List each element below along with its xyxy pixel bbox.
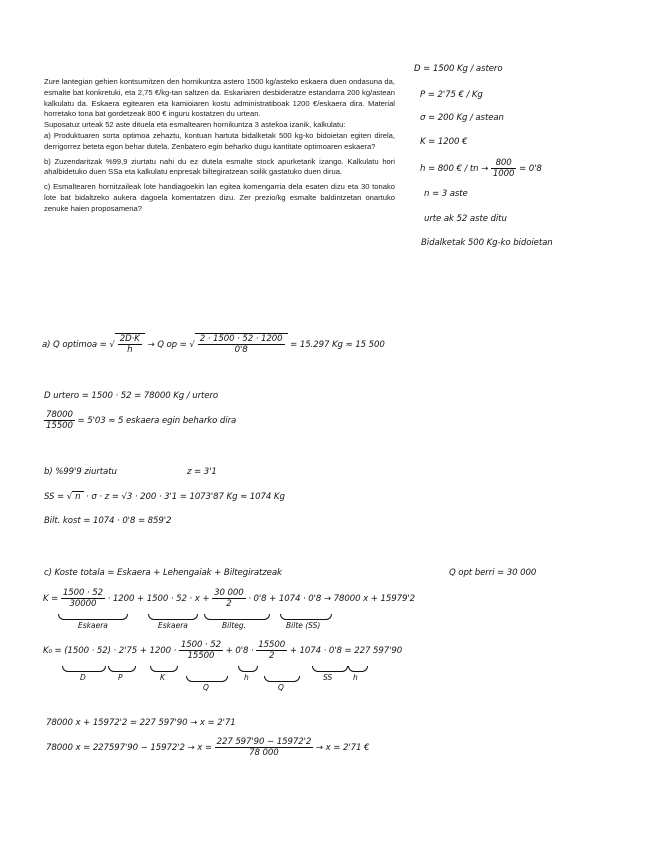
problem-intro: Zure lantegian gehien kontsumitzen den hornikuntza astero 1500 kg/asteko eskaera duen ondasuna da, esmalte bat konkretuki, eta 2,75 €/kg-tan saltzen da. Eskariaren desbideratze estandarra 200 kg/astean kalkulatu da. Eskaera egitearen eta kamioiaren kostu administratiboak 1200 €/eskaera dira. Material horretako tona bat gordetzeak 800 € inguru kostatzen du urtean. [44,77,395,119]
annual-demand: D urtero = 1500 · 52 = 78000 Kg / urtero [44,391,219,401]
ss-left: SS = [44,492,65,502]
k-part-1: · 1200 + [107,594,145,604]
eq2-num: 227 597'90 − 15972'2 [216,737,312,747]
k-label: K = [43,594,59,604]
eq2-den: 78 000 [249,748,279,758]
k-f1-den: 30000 [69,599,97,609]
note-price: P = 2'75 € / Kg [420,90,483,100]
note-sigma: σ = 200 Kg / astean [420,113,504,123]
k0-label: K₀ = [43,646,62,656]
brace-label-4: Bilte (SS) [286,621,321,630]
ss-sqrt-symbol: √ [66,492,73,502]
k-part-2: 1500 · 52 · x + [146,594,210,604]
brace-k0-8 [348,666,368,672]
solution-c-title: c) Koste totala = Eskaera + Lehengaiak + Biltegiratzeak [44,568,282,578]
orders-result: = 5'03 ≈ 5 eskaera egin beharko dira [77,416,237,426]
cost-equation-new [43,588,415,609]
k-fraction-1 [61,588,105,609]
note-holding-fraction [491,158,516,179]
qopt-result: = 15.297 Kg ≈ 15 500 [290,340,385,350]
sqrt-symbol-1: √ [109,340,115,350]
k-f2-den: 2 [226,599,232,609]
orders-num: 78000 [46,410,73,420]
brace-label-2: Eskaera [158,621,188,630]
eq2-fraction [215,737,314,758]
ss-sqrt-n: n [72,491,83,502]
qopt-f1-num: 2D·K [119,334,140,344]
brace-k0-label-3: K [160,673,165,682]
k-result: → 78000 x + 15979'2 [323,594,415,604]
k0-part-1: (1500 · 52) · 2'75 + 1200 · [64,646,177,656]
note-holding-num: 800 [491,158,516,169]
brace-k0-label-2: P [118,673,123,682]
k0-part-2: + 0'8 · [225,646,254,656]
eq2-left: 78000 x = 227597'90 − 15972'2 → x = [46,743,212,753]
qopt-arrow: → Q op = [147,340,187,350]
k-f2-num: 30 000 [214,588,244,598]
orders-den: 15500 [46,421,73,431]
brace-k0-label-1: D [80,673,86,682]
brace-label-1: Eskaera [78,621,108,630]
note-holding-right: = 0'8 [519,164,542,174]
qopt-f2-den: 0'8 [234,345,248,355]
k0-fraction-1 [179,640,223,661]
solution-b-header: b) %99'9 ziurtatu [44,467,117,477]
qopt-radical-1 [115,333,145,355]
brace-k0-label-5: h [244,673,249,682]
orders-count [44,410,236,431]
qopt-label: a) Q optimoa = [42,340,107,350]
brace-label-3: Bilteg. [222,621,247,630]
note-holding-den: 1000 [492,169,515,179]
brace-k0-label-4: Q [203,683,209,692]
note-lead-time: n = 3 aste [424,189,468,199]
qopt-fraction-1 [118,334,142,355]
k-part-3: · 0'8 + [248,594,277,604]
orders-fraction [44,410,75,431]
note-demand: D = 1500 Kg / astero [414,64,503,74]
brace-k0-4 [186,676,228,682]
ss-right: · σ · z = √3 · 200 · 3'1 = 1073'87 Kg ≈ 1074 Kg [86,492,285,502]
sqrt-symbol-2: √ [189,340,195,350]
brace-k0-7 [312,666,348,672]
question-c: c) Esmaltearen hornitzaileak lote handiagoekin lan egitea komengarria dela esaten dizu eta 30 tonako lote bat bidaltzeko aukera dagoela komentatzen dizu. Zer prezio/kg esmalte baldintzetan onartuko zenuke haien proposamena? [44,182,395,213]
cost-equation-current [43,640,402,661]
note-order-cost: K = 1200 € [420,137,468,147]
k0-part-3: + 1074 · 0'8 [289,646,342,656]
k0-f-num: 1500 · 52 [180,640,221,650]
brace-k0-label-8: h [353,673,358,682]
z-value: z = 3'1 [187,467,217,477]
brace-4 [280,614,332,620]
k-f1-num: 1500 · 52 [62,588,104,598]
note-drums: Bidalketak 500 Kg-ko bidoietan [421,238,553,248]
brace-3 [204,614,270,620]
brace-k0-label-6: Q [278,683,284,692]
problem-assumptions: Suposatuz urteak 52 aste dituela eta esmaltearen hornikuntza 3 astekoa izanik, kalkulatu: [44,120,346,130]
k-fraction-2 [212,588,245,609]
question-b: b) Zuzendaritzak %99,9 ziurtatu nahi du ez dutela esmalte stock apurketarik izango. Kalkulatu hori ahalbidetuko duen SSa eta kalkulatu enpresak biltegiratzean soilik gastatuko duen dirua. [44,156,395,177]
brace-2 [148,614,198,620]
brace-k0-2 [108,666,136,672]
qopt-f2-num: 2 · 1500 · 52 · 1200 [199,334,283,344]
brace-k0-1 [62,666,106,672]
brace-k0-6 [264,676,300,682]
note-holding-cost [420,158,542,179]
equation-solve-2 [46,737,369,758]
note-weeks: urte ak 52 aste ditu [424,214,507,224]
solution-a-formula [42,333,385,355]
equation-solve-1: 78000 x + 15972'2 = 227 597'90 → x = 2'71 [46,718,236,728]
brace-k0-5 [238,666,258,672]
qopt-radical-2 [195,333,288,355]
k0-f-den: 15500 [187,651,215,661]
k0-result: = 227 597'90 [344,646,403,656]
k0-f2-den: 2 [269,651,275,661]
question-a: a) Produktuaren sorta optimoa zehaztu, kontuan hartuta bidalketak 500 kg-ko bidoietan egiten direla, derrigorrez beteta egon behar dutela. Zenbatero egin beharko dugu kantitate optimoaren eskaera? [44,130,395,151]
storage-cost: Bilt. kost = 1074 · 0'8 = 859'2 [44,516,172,526]
new-qopt: Q opt berri = 30 000 [449,568,537,578]
problem-statement [44,77,395,215]
brace-k0-3 [150,666,178,672]
safety-stock [44,491,285,502]
k-part-4: 1074 · 0'8 [278,594,322,604]
k0-f2-num: 15500 [258,640,286,650]
brace-k0-label-7: SS [323,673,333,682]
note-holding-left: h = 800 € / tn → [420,164,489,174]
k0-fraction-2 [256,640,287,661]
brace-1 [58,614,128,620]
qopt-fraction-2 [198,334,285,355]
eq2-right: → x = 2'71 € [315,743,370,753]
qopt-f1-den: h [127,345,133,355]
